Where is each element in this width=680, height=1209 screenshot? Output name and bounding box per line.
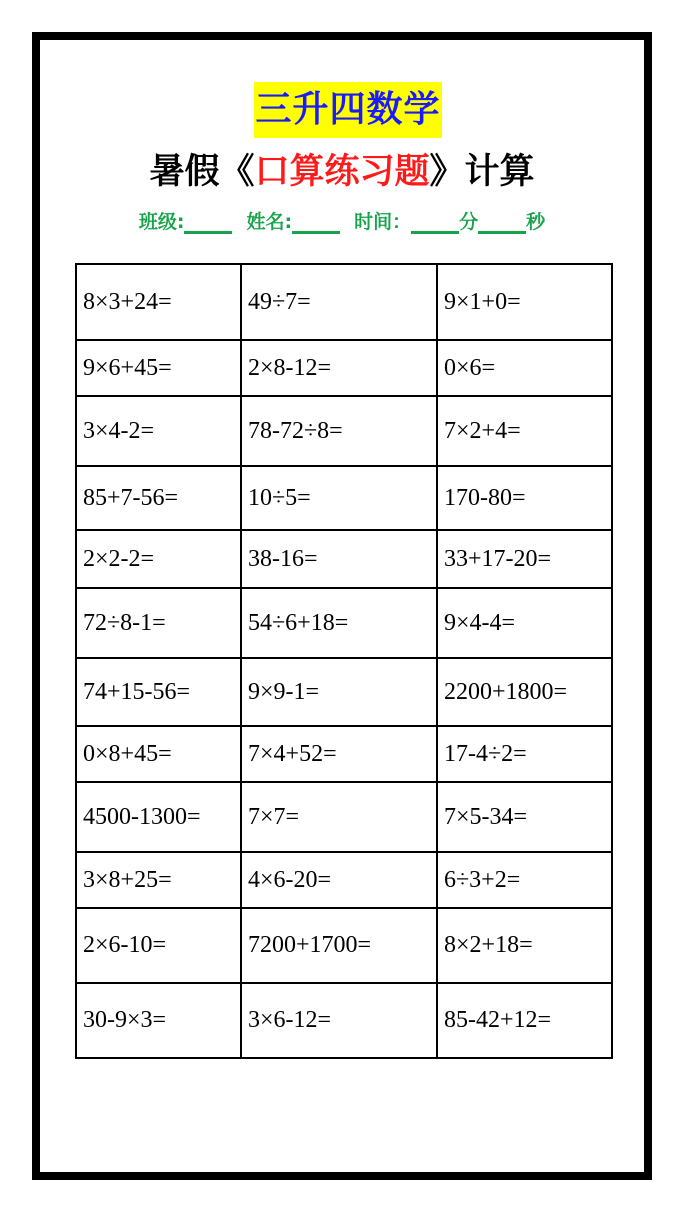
problem-cell: 17-4÷2= (437, 726, 612, 782)
student-info-line (40, 208, 644, 236)
minute-blank (478, 209, 526, 234)
problem-cell: 2×8-12= (241, 340, 437, 396)
problem-cell: 49÷7= (241, 264, 437, 340)
problem-cell: 7×2+4= (437, 396, 612, 466)
table-row (76, 264, 612, 340)
problem-cell: 2×2-2= (76, 530, 241, 588)
table-row (76, 340, 612, 396)
problem-cell: 6÷3+2= (437, 852, 612, 908)
problem-cell: 7×7= (241, 782, 437, 852)
table-row (76, 658, 612, 726)
worksheet-subtitle (40, 148, 644, 196)
problem-cell: 7×4+52= (241, 726, 437, 782)
class-blank (184, 209, 232, 234)
problem-cell: 0×6= (437, 340, 612, 396)
problem-cell: 0×8+45= (76, 726, 241, 782)
problem-cell: 4×6-20= (241, 852, 437, 908)
problem-cell: 9×4-4= (437, 588, 612, 658)
problem-cell: 8×2+18= (437, 908, 612, 983)
problem-cell: 54÷6+18= (241, 588, 437, 658)
table-row (76, 782, 612, 852)
name-blank (292, 209, 340, 234)
problem-cell: 4500-1300= (76, 782, 241, 852)
problem-cell: 7×5-34= (437, 782, 612, 852)
problem-cell: 30-9×3= (76, 983, 241, 1058)
problem-cell: 38-16= (241, 530, 437, 588)
table-row (76, 983, 612, 1058)
name-label: 姓名: (246, 211, 293, 233)
problem-cell: 170-80= (437, 466, 612, 530)
table-row (76, 530, 612, 588)
problem-cell: 7200+1700= (241, 908, 437, 983)
problem-cell: 85+7-56= (76, 466, 241, 530)
table-row (76, 908, 612, 983)
subtitle-prefix: 暑假《 (149, 152, 255, 192)
table-row (76, 396, 612, 466)
time-label: 时间： (354, 211, 412, 233)
time-blank (411, 209, 459, 234)
problem-cell: 10÷5= (241, 466, 437, 530)
problem-cell: 9×9-1= (241, 658, 437, 726)
class-label: 班级: (138, 211, 185, 233)
table-row (76, 852, 612, 908)
problem-cell: 8×3+24= (76, 264, 241, 340)
problem-cell: 2×6-10= (76, 908, 241, 983)
problems-table (75, 263, 613, 1059)
problem-cell: 3×6-12= (241, 983, 437, 1058)
table-row (76, 466, 612, 530)
problem-cell: 9×6+45= (76, 340, 241, 396)
problem-cell: 9×1+0= (437, 264, 612, 340)
worksheet-frame (32, 32, 652, 1180)
problem-cell: 3×8+25= (76, 852, 241, 908)
minute-label: 分 (459, 211, 479, 233)
problem-cell: 78-72÷8= (241, 396, 437, 466)
problem-cell: 33+17-20= (437, 530, 612, 588)
table-row (76, 588, 612, 658)
problem-cell: 85-42+12= (437, 983, 612, 1058)
subtitle-highlight: 口算练习题 (254, 152, 430, 192)
problem-cell: 2200+1800= (437, 658, 612, 726)
table-row (76, 726, 612, 782)
second-label: 秒 (526, 211, 546, 233)
subtitle-suffix: 》计算 (429, 152, 535, 192)
worksheet-title-badge: 三升四数学 (254, 82, 442, 138)
problem-cell: 72÷8-1= (76, 588, 241, 658)
problem-cell: 74+15-56= (76, 658, 241, 726)
problem-cell: 3×4-2= (76, 396, 241, 466)
